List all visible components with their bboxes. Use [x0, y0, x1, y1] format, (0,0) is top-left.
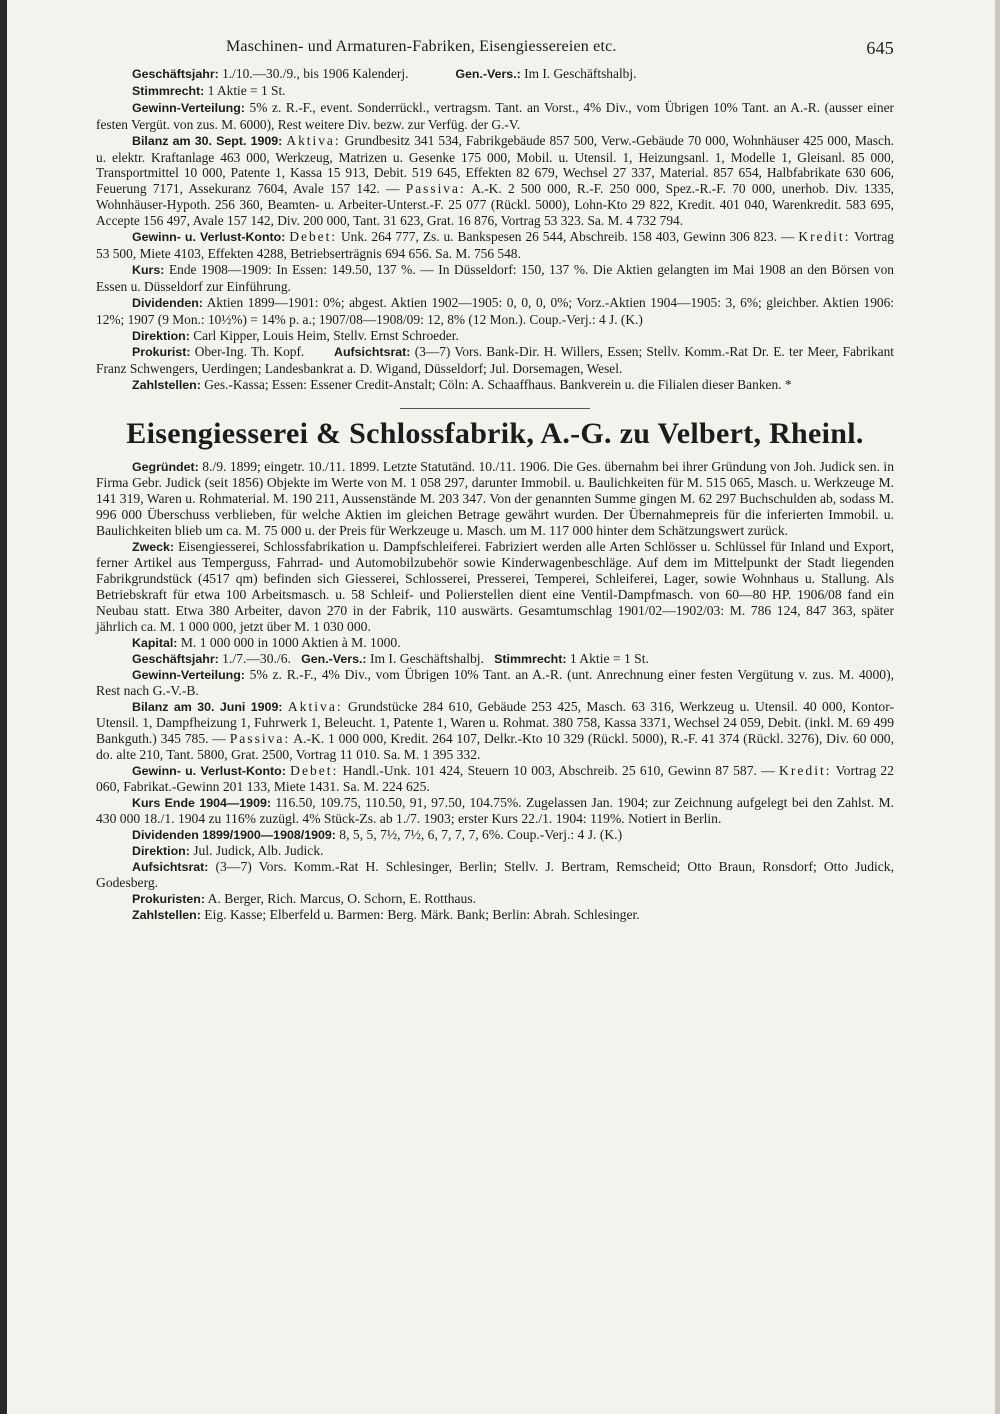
- company-title: Eisengiesserei & Schlossfabrik, A.-G. zu Velbert, Rheinl.: [126, 417, 864, 451]
- direktion-value: Jul. Judick, Alb. Judick.: [193, 843, 324, 859]
- dividenden: [96, 827, 894, 843]
- page-number: 645: [866, 38, 894, 58]
- stimmrecht-value: 1 Aktie = 1 St.: [207, 82, 286, 98]
- zahlstellen: [96, 907, 894, 923]
- aufsichtsrat-value: (3—7) Vors. Komm.-Rat H. Schlesinger, Berlin; Stellv. J. Bertram, Remscheid; Otto Braun, Ronsdorf; Otto Judick, Godesberg.: [96, 859, 895, 891]
- section-divider: [400, 408, 590, 409]
- geschaeftsjahr-line: [96, 651, 894, 667]
- label: Kurs:: [132, 262, 165, 277]
- label: Gen.-Vers.:: [301, 652, 367, 667]
- gewinn-value: 5% z. R.-F., event. Sonderrückl., vertragsm. Tant. an Vorst., 4% Div., vom Übrigen 10% Tant. an A.-R. (ausser einer festen Vergüt. von zus. M. 6000), Rest weitere Div. bezw. zur Verfüg. der G.-V.: [96, 99, 894, 132]
- label: Bilanz am 30. Juni 1909:: [132, 700, 283, 715]
- direktion-value: Carl Kipper, Louis Heim, Stellv. Ernst Schroeder.: [193, 327, 459, 343]
- gewinn-verteilung: [96, 100, 894, 133]
- aktiva-label: Aktiva:: [287, 699, 343, 715]
- header-title: Maschinen- und Armaturen-Fabriken, Eisengiessereien etc.: [226, 38, 617, 55]
- kurs-value: 116.50, 109.75, 110.50, 91, 97.50, 104.75%. Zugelassen Jan. 1904; zur Zeichnung aufgelegt bei den Zahlst. M. 430 000 18./1. 1904 zu 116% zuzügl. 4% Stück-Zs. ab 1./7. 1903; erster Kurs 22./1. 1904: 119%. Notiert in Berlin.: [96, 795, 894, 827]
- zahlstellen-value: Ges.-Kassa; Essen: Essener Credit-Anstalt; Cöln: A. Schaaffhaus. Bankverein u. die Filialen dieser Banken. *: [204, 377, 792, 393]
- label: Geschäftsjahr:: [132, 652, 219, 667]
- label: Bilanz am 30. Sept. 1909:: [132, 133, 283, 148]
- direktion: [96, 843, 894, 859]
- gewinn-verlust-konto: [96, 763, 894, 795]
- genvers-value: Im I. Geschäftshalbj.: [369, 651, 484, 667]
- passiva-label: Passiva:: [405, 181, 466, 197]
- label: Zweck:: [132, 540, 175, 555]
- kredit-label: Kredit:: [779, 763, 832, 779]
- kurs-value: Ende 1908—1909: In Essen: 149.50, 137 %. — In Düsseldorf: 150, 137 %. Die Aktien gelangten im Mai 1908 an den Börsen von Essen u. Düsseldorf zur Einführung.: [96, 261, 894, 294]
- label: Kurs Ende 1904—1909:: [132, 796, 271, 811]
- label: Gegründet:: [132, 460, 199, 475]
- prokuristen-value: A. Berger, Rich. Marcus, O. Schorn, E. Rotthaus.: [207, 891, 477, 907]
- bilanz: [96, 699, 894, 763]
- genvers-value: Im I. Geschäftshalbj.: [524, 66, 637, 81]
- label: Gewinn- u. Verlust-Konto:: [132, 764, 286, 779]
- aktiva-label: Aktiva:: [286, 132, 341, 148]
- label: Gewinn- u. Verlust-Konto:: [132, 230, 286, 245]
- kurs: [96, 262, 894, 295]
- gewinn-value: 5% z. R.-F., 4% Div., vom Übrigen 10% Tant. an A.-R. (unt. Anrechnung einer festen Vergütung v. zus. M. 4000), Rest nach G.-V.-B.: [96, 667, 894, 699]
- kurs: [96, 795, 894, 827]
- zweck: [96, 539, 894, 635]
- zahlstellen: [96, 377, 894, 394]
- label: Dividenden 1899/1900—1908/1909:: [132, 828, 336, 843]
- label: Geschäftsjahr:: [132, 67, 219, 81]
- label: Zahlstellen:: [132, 378, 201, 393]
- label: Gewinn-Verteilung:: [132, 668, 245, 683]
- stimmrecht-line: [96, 83, 894, 100]
- passiva-value: A.-K. 1 000 000, Kredit. 264 107, Delkr.-Kto 10 329 (Rückl. 5000), R.-F. 41 374 (Rückl. 3276), Div. 60 000, do. alte 210, Tant. 5800, Grat. 2500, Vortrag 11 010. Sa. M. 1 395 332.: [96, 731, 894, 763]
- passiva-label: Passiva:: [229, 731, 291, 747]
- dividenden-value: Aktien 1899—1901: 0%; abgest. Aktien 1902—1905: 0, 0, 0, 0%; Vorz.-Aktien 1904—1905: 3, 6%; gleichber. Aktien 1906: 12%; 1907 (9 Mon.: 10½%) = 14% p. a.; 1907/08—1908/09: 12, 8% (12 Mon.). Coup.-Verj.: 4 J. (K.): [96, 294, 895, 327]
- label: Stimmrecht:: [494, 652, 567, 667]
- aufsichtsrat-value: (3—7) Vors. Bank-Dir. H. Willers, Essen; Stellv. Komm.-Rat Dr. E. ter Meer, Fabrikant Franz Schwengers, Uerdingen; Landesbankrat a. D. Wigand, Düsseldorf; Jul. Dorsemagen, Wesel.: [96, 344, 894, 377]
- label: Aufsichtsrat:: [132, 860, 209, 875]
- running-header: [96, 38, 894, 66]
- label: Direktion:: [132, 844, 190, 859]
- dividenden: [96, 295, 894, 328]
- debet-label: Debet:: [289, 229, 338, 245]
- company-entry: [96, 459, 894, 923]
- label: Aufsichtsrat:: [334, 345, 411, 360]
- scan-binding-edge: [0, 0, 7, 1414]
- debet-value: Handl.-Unk. 101 424, Steuern 10 003, Abschreib. 25 610, Gewinn 87 587. —: [342, 763, 775, 779]
- label: Kapital:: [132, 636, 178, 651]
- gewinn-verteilung: [96, 667, 894, 699]
- previous-company-entry: [96, 66, 894, 394]
- prokurist-aufsichtsrat: [96, 344, 894, 377]
- geschaeftsjahr-value: 1./10.—30./9., bis 1906 Kalenderj.: [222, 66, 409, 81]
- label: Gen.-Vers.:: [455, 67, 521, 81]
- stimmrecht-value: 1 Aktie = 1 St.: [569, 651, 649, 667]
- label: Prokuristen:: [132, 892, 205, 907]
- prokuristen: [96, 891, 894, 907]
- bilanz: [96, 133, 894, 229]
- kredit-value: Vortrag 53 500, Miete 4103, Effekten 4288, Betriebserträgnis 694 656. Sa. M. 756 548.: [96, 229, 894, 261]
- aktiva-value: Grundstücke 284 610, Gebäude 253 425, Masch. 63 316, Werkzeug u. Utensil. 40 000, Kontor-Utensil. 1, Dampfheizung 1, Fuhrwerk 1, Beleucht. 1, Patente 1, Waren u. Rohmat. 380 758, Kassa 3371, Wechsel 24 059, Debit. (inkl. M. 69 499 Bankguth.) 345 785. —: [96, 699, 894, 747]
- kredit-value: Vortrag 22 060, Fabrikat.-Gewinn 201 133, Miete 1431. Sa. M. 224 625.: [96, 763, 894, 795]
- gegruendet: [96, 459, 894, 539]
- zahlstellen-value: Eig. Kasse; Elberfeld u. Barmen: Berg. Märk. Bank; Berlin: Abrah. Schlesinger.: [204, 907, 640, 923]
- kredit-label: Kredit:: [798, 229, 851, 245]
- direktion: [96, 328, 894, 345]
- prokurist-value: Ober-Ing. Th. Kopf.: [194, 344, 305, 360]
- label: Zahlstellen:: [132, 908, 201, 923]
- aufsichtsrat: [96, 859, 894, 891]
- label: Stimmrecht:: [132, 83, 205, 98]
- debet-label: Debet:: [290, 763, 339, 779]
- label: Direktion:: [132, 328, 190, 343]
- dividenden-value: 8, 5, 5, 7½, 7½, 6, 7, 7, 7, 6%. Coup.-Verj.: 4 J. (K.): [339, 827, 623, 843]
- label: Dividenden:: [132, 295, 203, 310]
- geschaeftsjahr-value: 1./7.—30./6.: [222, 651, 291, 667]
- scan-right-edge: [995, 0, 1000, 1414]
- debet-value: Unk. 264 777, Zs. u. Bankspesen 26 544, Abschreib. 158 403, Gewinn 306 823. —: [341, 229, 795, 245]
- kapital-value: M. 1 000 000 in 1000 Aktien à M. 1000.: [180, 635, 401, 651]
- gewinn-verlust-konto: [96, 229, 894, 262]
- label: Gewinn-Verteilung:: [132, 100, 245, 115]
- kapital: [96, 635, 894, 651]
- page: [96, 38, 894, 923]
- aktiva-value: Grundbesitz 341 534, Fabrikgebäude 857 500, Verw.-Gebäude 70 000, Wohnhäuser 425 000, Masch. u. elektr. Kraftanlage 463 000, Werkzeug, Matrizen u. Gesenke 175 000, Mobil. u. Utensil. 1, Heizungsanl. 1, Modelle 1, Gleisanl. 85 000, Transportmittel 10 000, Patente 1, Kassa 15 913, Debit. 519 645, Effekten 82 679, Wechsel 27 337, Material. 857 654, Halbfabrikate 630 606, Feuerung 7171, Assekuranz 7604, Avale 157 142. —: [96, 132, 894, 197]
- gegruendet-value: 8./9. 1899; eingetr. 10./11. 1899. Letzte Statutänd. 10./11. 1906. Die Ges. übernahm bei ihrer Gründung von Joh. Judick sen. in Firma Gebr. Judick (seit 1856) Objekte im Werte von M. 1 058 297, darunter Immobil. u. Baulichkeiten für M. 515 065, Masch. u. Werkzeuge M. 141 319, Waren u. Rohmaterial. M. 190 211, Aussenstände M. 203 347. Von der genannten Summe gingen M. 62 297 Buchschulden ab, sodass M. 996 000 Überschuss verblieben, für welche Aktien im gleichen Betrage gewährt wurden. Der Übernahmepreis für die inferierten Immobil. u. Baulichkeiten blieb um ca. M. 75 000 u. der Preis für Werkzeuge u. Masch. um M. 117 000 hinter dem Schätzungswert zurück.: [96, 459, 895, 539]
- passiva-value: A.-K. 2 500 000, R.-F. 250 000, Spez.-R.-F. 70 000, unerhob. Div. 1335, Wohnhäuser-Hypoth. 256 360, Beamten- u. Arbeiter-Unterst.-F. 25 077 (Rückl. 5000), Lohn-Kto 29 822, Kredit. 401 040, Warenkredit. 583 695, Accepte 156 497, Avale 157 142, Div. 200 000, Tant. 31 623, Grat. 16 876, Vortrag 53 323. Sa. M. 4 732 794.: [96, 181, 894, 229]
- geschaeftsjahr-line: [96, 66, 894, 83]
- zweck-value: Eisengiesserei, Schlossfabrikation u. Dampfschleiferei. Fabriziert werden alle Arten Schlösser u. Schlüssel für Inland und Export, ferner Artikel aus Temperguss, Fahrrad- und Automobilzubehör sowie Kinderwagenbeschläge. Auf dem im Mittelpunkt der Stadt liegenden Fabrikgrundstück (4517 qm) befinden sich Giesserei, Schlosserei, Presserei, Temperei, Schleiferei, Lager, sowie Wohnhaus u. Stallung. Als Betriebskraft für etwa 100 Arbeitsmasch. u. 58 Schleif- und Polierstellen dient eine Ventil-Dampfmasch. von 60—80 HP. 1906/08 fand ein Neubau statt. Etwa 380 Arbeiter, davon 270 in der Fabrik, 110 auswärts. Gesamtumschlag 1901/02—1902/03: M. 786 124, 847 363, später jährlich ca. M. 1 000 000, jetzt über M. 1 030 000.: [96, 539, 894, 635]
- label: Prokurist:: [132, 345, 191, 360]
